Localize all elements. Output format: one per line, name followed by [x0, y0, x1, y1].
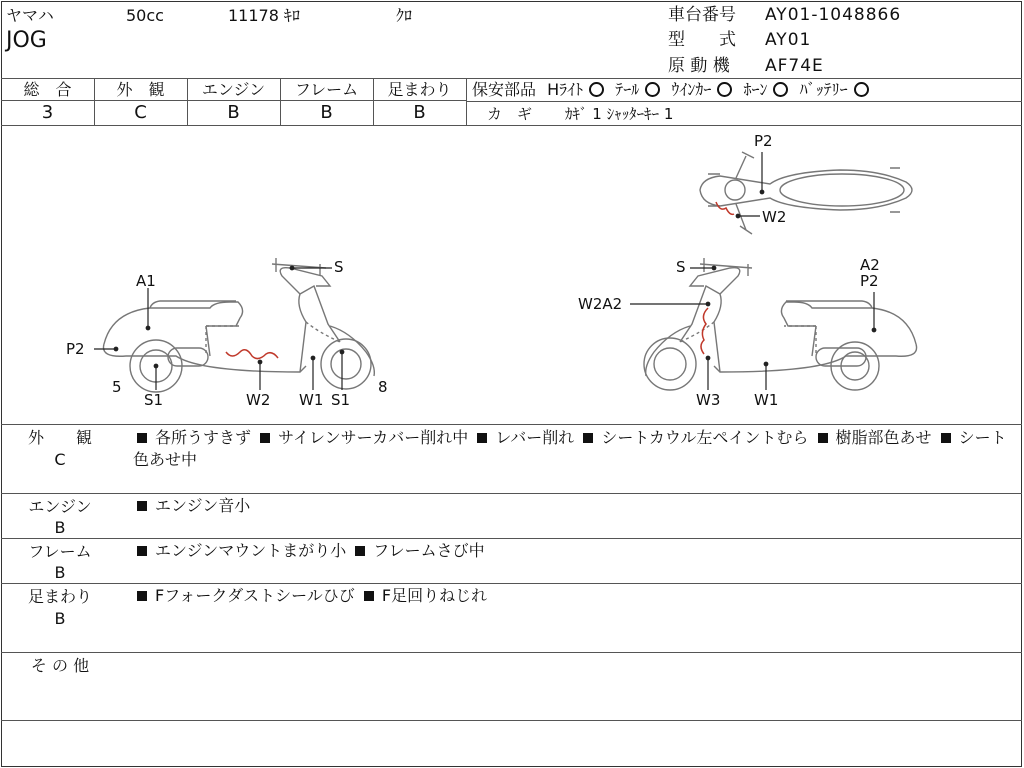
ok-circle-icon: [645, 82, 660, 97]
note-items-engine: [133, 495, 1013, 517]
safety-headlight-label: Hﾗｲﾄ: [547, 80, 584, 99]
engine-value: AF74E: [765, 56, 824, 76]
type-label: 型 式: [668, 30, 736, 50]
score-value-overall: 3: [41, 102, 54, 123]
bullet-square-icon: [137, 501, 147, 511]
score-value-frame: B: [320, 102, 333, 123]
note-item: Fフォークダストシールひび: [155, 586, 355, 605]
diagram-label: W2: [246, 391, 271, 409]
frame-number-label: 車台番号: [668, 5, 736, 25]
note-category-engine: エンジン: [28, 497, 92, 516]
diagram-label: W1: [299, 391, 324, 409]
scooter-diagram: [0, 126, 1024, 424]
key-value: ｶｷﾞ 1 ｼｬｯﾀｰｷｰ 1: [565, 105, 674, 123]
note-category-suspension: 足まわり: [27, 587, 92, 606]
bullet-square-icon: [364, 591, 374, 601]
divider: [1, 720, 1022, 721]
ok-circle-icon: [717, 82, 732, 97]
diagram-label: 5: [112, 378, 122, 396]
note-items-exterior: [133, 427, 1013, 471]
score-value-engine: B: [227, 102, 240, 123]
note-item: F足回りねじれ: [381, 586, 488, 605]
note-grade-engine: B: [54, 518, 66, 537]
score-label-frame: フレーム: [294, 80, 359, 99]
engine-label: 原 動 機: [668, 56, 730, 76]
key-label: カ ギ: [487, 105, 533, 123]
model-name: JOG: [6, 28, 47, 53]
note-grade-exterior: C: [54, 450, 66, 469]
diagram-label: W1: [754, 391, 779, 409]
note-grade-suspension: B: [54, 609, 66, 628]
diagram-label: W3: [696, 391, 721, 409]
note-item: フレームさび中: [373, 541, 485, 560]
diagram-label: S1: [144, 391, 164, 409]
safety-title: 保安部品: [472, 80, 537, 99]
bullet-square-icon: [941, 433, 951, 443]
diagram-label: A2: [860, 256, 880, 274]
bullet-square-icon: [818, 433, 828, 443]
divider: [1, 100, 467, 101]
score-label-exterior: 外 観: [116, 80, 165, 99]
diagram-label: 8: [378, 378, 388, 396]
divider: [466, 78, 467, 125]
diagram-label: W2A2: [578, 295, 623, 313]
ok-circle-icon: [773, 82, 788, 97]
note-item: エンジンマウントまがり小: [155, 541, 347, 560]
ok-circle-icon: [854, 82, 869, 97]
diagram-label: P2: [754, 132, 773, 150]
diagram-label: P2: [66, 340, 85, 358]
note-grade-frame: B: [54, 563, 66, 582]
bullet-square-icon: [477, 433, 487, 443]
divider: [1, 493, 1022, 494]
note-category-frame: フレーム: [28, 542, 92, 561]
note-items-suspension: [133, 585, 1013, 607]
type-value: AY01: [765, 30, 812, 50]
note-category-exterior: 外 観: [27, 428, 92, 447]
diagram-label: S1: [331, 391, 351, 409]
frame-number-value: AY01-1048866: [765, 5, 902, 25]
bullet-square-icon: [355, 546, 365, 556]
bullet-square-icon: [260, 433, 270, 443]
note-items-frame: [133, 540, 1013, 562]
bullet-square-icon: [137, 433, 147, 443]
note-item: エンジン音小: [155, 496, 251, 515]
note-item: 樹脂部色あせ: [835, 428, 932, 447]
safety-tail-label: ﾃｰﾙ: [615, 80, 640, 99]
divider: [1, 652, 1022, 653]
maker: ヤマハ: [6, 6, 54, 25]
scooter-top-view: [700, 152, 912, 234]
divider: [1, 583, 1022, 584]
color: ｸﾛ: [396, 6, 413, 25]
diagram-label: P2: [860, 272, 879, 290]
score-value-exterior: C: [134, 102, 147, 123]
safety-winker-label: ｳｲﾝｶｰ: [671, 80, 712, 99]
ok-circle-icon: [589, 82, 604, 97]
bullet-square-icon: [137, 546, 147, 556]
note-item: シートカウル左ペイントむら: [601, 428, 809, 447]
score-value-suspension: B: [413, 102, 426, 123]
damage-marks: [226, 202, 734, 359]
divider: [1, 538, 1022, 539]
divider: [467, 101, 1022, 102]
score-label-overall: 総 合: [23, 80, 72, 99]
safety-battery-label: ﾊﾞｯﾃﾘｰ: [799, 80, 848, 99]
divider: [1, 424, 1022, 425]
score-label-engine: エンジン: [201, 80, 266, 99]
note-category-other: そ の 他: [30, 656, 90, 675]
displacement: 50cc: [126, 6, 164, 25]
divider: [1, 78, 1022, 79]
bullet-square-icon: [137, 591, 147, 601]
note-item: サイレンサーカバー削れ中: [278, 428, 469, 447]
diagram-label: S: [676, 258, 686, 276]
diagram-label: S: [334, 258, 344, 276]
diagram-label: A1: [136, 272, 156, 290]
score-label-suspension: 足まわり: [387, 80, 452, 99]
note-item: 各所うすきず: [155, 428, 252, 447]
diagram-label: W2: [762, 208, 787, 226]
mileage: 11178 ｷﾛ: [228, 6, 300, 25]
note-item: シート色あせ中: [133, 428, 1007, 469]
safety-horn-label: ﾎｰﾝ: [743, 80, 768, 99]
bullet-square-icon: [583, 433, 593, 443]
note-item: レバー削れ: [495, 428, 575, 447]
safety-row: [472, 80, 875, 100]
